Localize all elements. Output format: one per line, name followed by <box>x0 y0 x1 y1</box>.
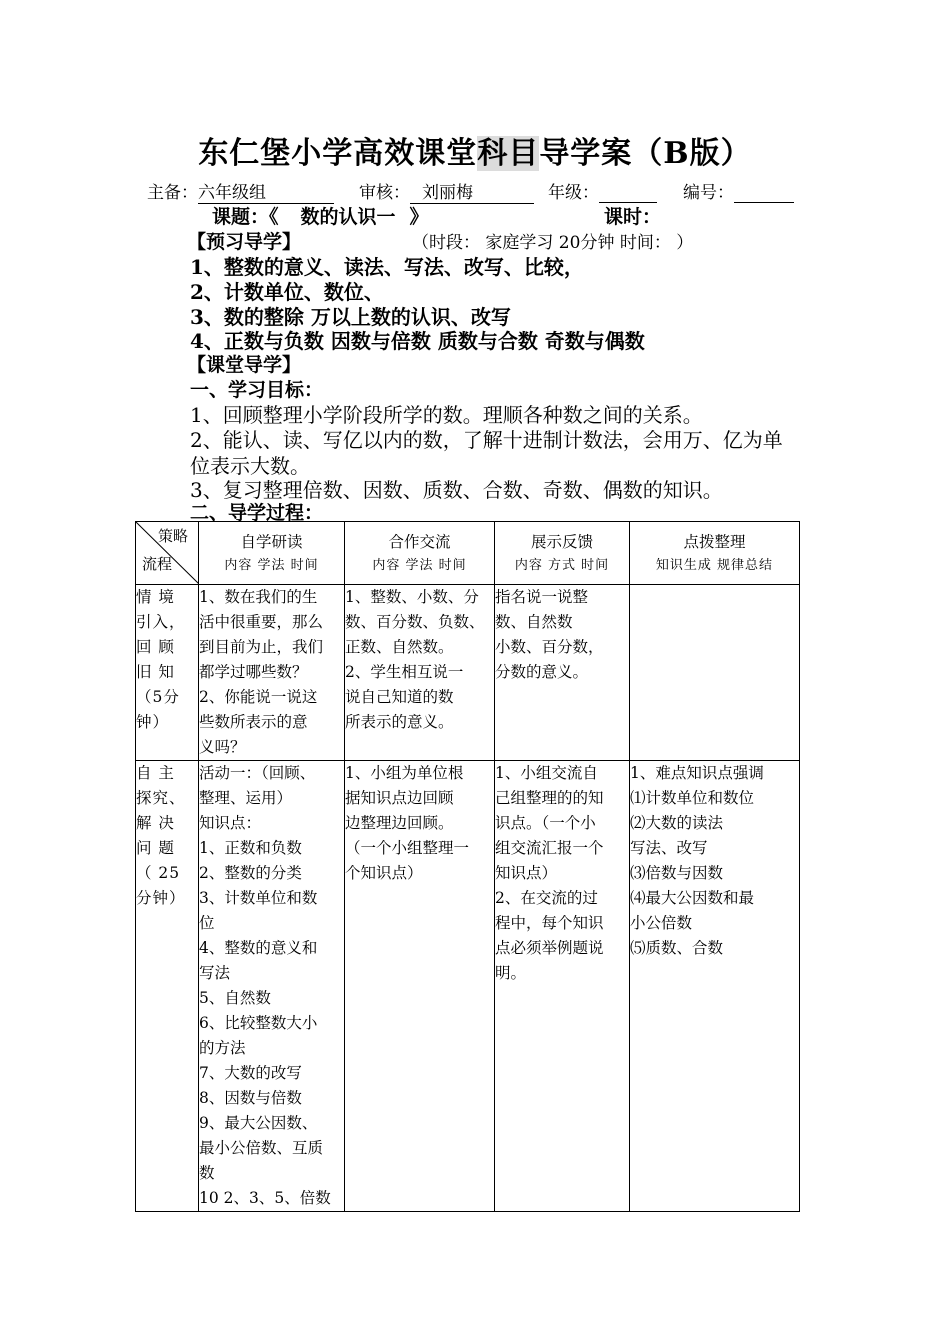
cell-line: 4、整数的意义和 <box>199 939 318 957</box>
header-title: 自学研读 <box>240 532 303 551</box>
cell-line: 钟） <box>136 713 170 731</box>
cell-line: （ 25 <box>136 864 181 882</box>
header-title: 合作交流 <box>388 532 451 551</box>
cell-line: ⑷最大公因数和最 <box>630 889 755 907</box>
cell-line: 所表示的意义。 <box>345 713 454 731</box>
cooperation-cell <box>345 761 495 1212</box>
header-sub: 知识生成 规律总结 <box>655 557 774 573</box>
cell-line: 8、因数与倍数 <box>199 1089 302 1107</box>
cell-line: 1、小组交流自 <box>495 764 598 782</box>
host-value: 六年级组 <box>198 178 334 204</box>
cell-line: 些数所表示的意 <box>199 713 308 731</box>
feedback-cell <box>495 585 630 761</box>
number-label: 编号： <box>683 183 734 203</box>
preview-time-info: （时段： 家庭学习 20分钟 时间： ） <box>412 233 694 253</box>
cell-line: 10 2、3、5、倍数 <box>199 1189 331 1207</box>
cell-line: 引入， <box>136 613 186 631</box>
cell-line: 3、计数单位和数 <box>199 889 318 907</box>
cell-line: 2、你能说一说这 <box>199 688 318 706</box>
cell-line: 6、比较整数大小 <box>199 1014 318 1032</box>
cell-line: ⑶倍数与因数 <box>630 864 724 882</box>
period-label: 课时： <box>604 206 662 228</box>
cell-line: 知识点） <box>495 864 558 882</box>
cell-line: 7、大数的改写 <box>199 1064 302 1082</box>
cell-line: 识点。（一个小 <box>495 814 596 832</box>
guidance-cell <box>630 761 800 1212</box>
cell-line: 1、难点知识点强调 <box>630 764 764 782</box>
cell-line: 组交流汇报一个 <box>495 839 604 857</box>
header-cooperation <box>345 522 495 585</box>
header-sub: 内容 方式 时间 <box>514 557 610 573</box>
goal-2-continued: 位表示大数。 <box>190 454 310 478</box>
table-header-row <box>136 522 800 585</box>
topic-close: 》 <box>409 206 429 228</box>
header-feedback <box>495 522 630 585</box>
goal-1: 1、回顾整理小学阶段所学的数。理顺各种数之间的关系。 <box>190 403 703 427</box>
cell-line: 问 题 <box>136 839 175 857</box>
cell-line: 明。 <box>495 964 527 982</box>
cell-line: （一个小组整理一 <box>345 839 470 857</box>
header-sub: 内容 学法 时间 <box>224 557 319 573</box>
corner-cell <box>136 522 199 585</box>
header-sub: 内容 学法 时间 <box>372 557 467 573</box>
classroom-heading: 【课堂导学】 <box>187 354 302 376</box>
preview-item-2: 2、计数单位、数位、 <box>190 280 384 304</box>
cell-line: ⑵大数的读法 <box>630 814 724 832</box>
cell-line: 活动一：（回顾、 <box>199 764 316 782</box>
cell-line: 探究、 <box>136 789 186 807</box>
cell-line: 据知识点边回顾 <box>345 789 454 807</box>
cell-line: 2、整数的分类 <box>199 864 302 882</box>
self-study-cell <box>199 761 345 1212</box>
corner-bottom-label: 流程 <box>142 555 173 573</box>
title-part-1: 东仁堡小学高效课堂 <box>198 136 478 171</box>
guide-table <box>135 521 800 1212</box>
meta-grade <box>548 178 657 203</box>
cell-line: 解 决 <box>136 814 175 832</box>
cell-line: 2、学生相互说一 <box>345 663 464 681</box>
page-title <box>0 128 950 172</box>
cell-line: 正数、自然数。 <box>345 638 454 656</box>
corner-top-label: 策略 <box>158 527 189 545</box>
cell-line: 数、自然数 <box>495 613 573 631</box>
cell-line: 1、数在我们的生 <box>199 588 318 606</box>
topic-value: 数的认识一 <box>300 206 396 228</box>
cell-line: 2、在交流的过 <box>495 889 598 907</box>
cell-line: 写法 <box>199 964 231 982</box>
cell-line: 写法、改写 <box>630 839 708 857</box>
goal-3: 3、复习整理倍数、因数、质数、合数、奇数、偶数的知识。 <box>190 478 723 502</box>
number-value <box>734 182 794 203</box>
topic-label: 课题：《 <box>212 206 279 228</box>
review-label: 审核： <box>359 183 410 203</box>
preview-heading: 【预习导学】 <box>187 231 302 253</box>
cell-line: 己组整理的的知 <box>495 789 604 807</box>
cell-line: 分数的意义。 <box>495 663 589 681</box>
meta-host <box>147 178 334 204</box>
cell-line: 程中，每个知识 <box>495 914 604 932</box>
topic-line <box>212 202 429 229</box>
cell-line: 小公倍数 <box>630 914 693 932</box>
cell-line: （5分 <box>136 688 180 706</box>
cell-line: 点必须举例题说 <box>495 939 604 957</box>
cell-line: 的方法 <box>199 1039 246 1057</box>
goals-heading: 一、学习目标： <box>190 379 324 401</box>
guidance-cell <box>630 585 800 761</box>
self-study-cell <box>199 585 345 761</box>
cell-line: 9、最大公因数、 <box>199 1114 318 1132</box>
cell-line: 知识点： <box>199 814 262 832</box>
host-label: 主备： <box>147 183 198 203</box>
cell-line: 数、百分数、负数、 <box>345 613 485 631</box>
grade-label: 年级： <box>548 183 599 203</box>
cell-line: 回 顾 <box>136 638 175 656</box>
cell-line: ⑴计数单位和数位 <box>630 789 755 807</box>
cell-line: 说自己知道的数 <box>345 688 454 706</box>
header-title: 点拨整理 <box>683 532 746 551</box>
feedback-cell <box>495 761 630 1212</box>
cooperation-cell <box>345 585 495 761</box>
table-row <box>136 585 800 761</box>
title-part-2: 导学案（B版） <box>539 136 752 171</box>
header-title: 展示反馈 <box>530 532 593 551</box>
meta-review <box>359 178 534 204</box>
cell-line: 1、正数和负数 <box>199 839 302 857</box>
preview-item-1: 1、整数的意义、读法、写法、改写、比较， <box>190 255 584 279</box>
cell-line: 到目前为止，我们 <box>199 638 324 656</box>
cell-line: 旧 知 <box>136 663 175 681</box>
title-highlight: 科目 <box>477 136 540 171</box>
header-guidance <box>630 522 800 585</box>
cell-line: 整理、运用） <box>199 789 293 807</box>
goal-2: 2、能认、读、写亿以内的数，了解十进制计数法，会用万、亿为单 <box>190 428 783 452</box>
cell-line: 1、整数、小数、分 <box>345 588 479 606</box>
cell-line: 位 <box>199 914 215 932</box>
cell-line: 自 主 <box>136 764 175 782</box>
cell-line: 最小公倍数、互质 <box>199 1139 324 1157</box>
preview-item-3: 3、数的整除 万以上数的认识、改写 <box>190 305 511 329</box>
cell-line: 指名说一说整 <box>495 588 589 606</box>
cell-line: 分钟） <box>136 889 186 907</box>
cell-line: 小数、百分数， <box>495 638 604 656</box>
process-heading: 二、导学过程： <box>190 502 324 524</box>
cell-line: 5、自然数 <box>199 989 271 1007</box>
stage-cell <box>136 761 199 1212</box>
review-value: 刘丽梅 <box>410 178 534 204</box>
grade-value <box>599 182 657 203</box>
cell-line: 数 <box>199 1164 215 1182</box>
cell-line: 情 境 <box>136 588 175 606</box>
preview-item-4: 4、正数与负数 因数与倍数 质数与合数 奇数与偶数 <box>190 329 645 353</box>
table-row <box>136 761 800 1212</box>
cell-line: 义吗？ <box>199 738 246 756</box>
cell-line: 1、小组为单位根 <box>345 764 464 782</box>
stage-cell <box>136 585 199 761</box>
meta-number <box>683 178 794 203</box>
cell-line: 都学过哪些数？ <box>199 663 308 681</box>
cell-line: ⑸质数、合数 <box>630 939 724 957</box>
cell-line: 个知识点） <box>345 864 423 882</box>
cell-line: 活中很重要，那么 <box>199 613 324 631</box>
cell-line: 边整理边回顾。 <box>345 814 454 832</box>
header-self-study <box>199 522 345 585</box>
